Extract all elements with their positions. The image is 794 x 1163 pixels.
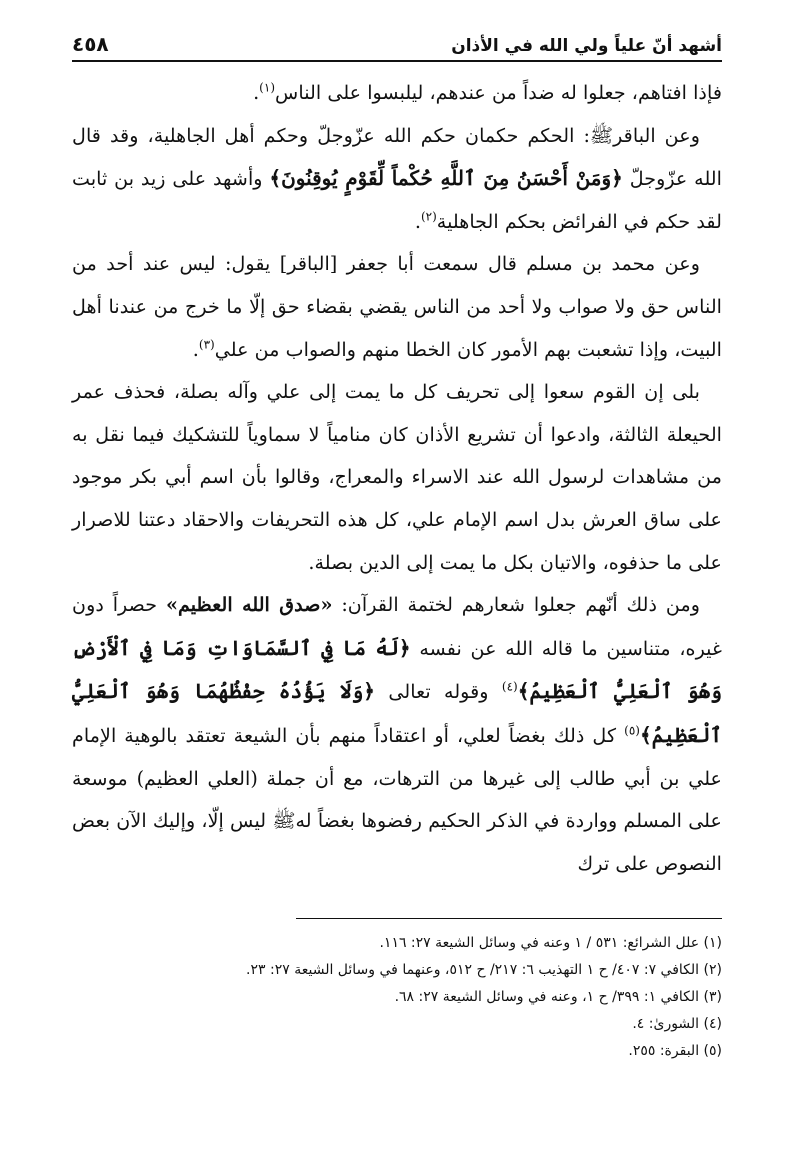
running-title: أشهد أنّ علياً ولي الله في الأذان <box>451 36 722 56</box>
paragraph-4 <box>72 371 722 584</box>
paragraph-end: . <box>192 337 199 361</box>
paragraph-text: حصراً دون غيره، متناسين ما قاله الله عن نفسه <box>72 593 722 660</box>
paragraph-text: وعن الباقرﷺ: الحكم حكمان حكم الله عزّوجلّ وحكم أهل الجاهلية، وقد قال الله عزّوجلّ <box>72 123 722 191</box>
paragraph-text: ومن ذلك أنّهم جعلوا شعارهم لختمة القرآن: <box>341 593 700 617</box>
quran-verse: ﴿وَمَنْ أَحْسَنُ مِنَ ٱللَّهِ حُكْماً لِّقَوْمٍ يُوقِنُونَ﴾ <box>269 166 623 191</box>
page-header <box>72 22 722 62</box>
footnote-ref-5: (٥) <box>624 723 640 738</box>
footnote-ref-1: (١) <box>259 80 275 95</box>
paragraph-text: وعن محمد بن مسلم قال سمعت أبا جعفر [الباقر] يقول: ليس عند أحد من الناس حق ولا صواب ولا أحد من الناس يقضي بقضاء حق إلّا ما خرج من عندنا أهل البيت، وإذا تشعبت بهم الأمور كان الخطا منهم والصواب من علي <box>72 252 722 361</box>
paragraph-3 <box>72 243 722 371</box>
paragraph-text: كل ذلك بغضاً لعلي، أو اعتقاداً منهم بأن الشيعة تعتقد بالوهية الإمام علي بن أبي طالب إلى غيرها من الترهات، مع أن جملة (العلي العظيم) موسعة على المسلم وواردة في الذكر الحكيم رفضوها بغضاً لهﷺ ليس إلّا، وإليك الآن بعض النصوص على ترك <box>72 723 722 875</box>
footnote-separator <box>296 918 722 919</box>
paragraph-5 <box>72 584 722 885</box>
quran-verse: ﴿لَهُ مَا فِي ٱلسَّمَاوَاتِ وَمَا فِي ٱلْأَرْضِ وَهُوَ ٱلْعَلِيُّ ٱلْعَظِيمُ﴾ <box>72 635 722 704</box>
footnote-5: (٥) البقرة: ٢٥٥. <box>628 1043 722 1059</box>
slogan-quote: «صدق الله العظيم» <box>165 593 333 617</box>
footnote-4: (٤) الشورىٰ: ٤. <box>632 1016 722 1032</box>
footnote-ref-4: (٤) <box>501 679 518 694</box>
footnotes <box>72 930 722 1065</box>
page-number: ٤٥٨ <box>72 32 109 56</box>
paragraph-text: فإذا افتاهم، جعلوا له ضداً من عندهم، ليلبسوا على الناس <box>275 81 722 104</box>
paragraph-text: وأشهد على زيد بن ثابت لقد حكم في الفرائض بحكم الجاهلية <box>72 167 722 233</box>
paragraph-text: وقوله تعالى <box>388 680 489 704</box>
footnote-2: (٢) الكافي ٧: ٤٠٧/ ح ١ التهذيب ٦: ٢١٧/ ح ٥١٢، وعنهما في وسائل الشيعة ٢٧: ٢٣. <box>246 962 722 978</box>
footnote-ref-2: (٢) <box>420 209 437 224</box>
paragraph-end: . <box>253 81 260 104</box>
paragraph-1 <box>72 72 722 115</box>
paragraph-text: بلى إن القوم سعوا إلى تحريف كل ما يمت إلى علي وآله بصلة، فحذف عمر الحيعلة الثالثة، وادعوا أن تشريع الأذان كان منامياً لا سماوياً للتشكيك فيما نقل به من مشاهدات لرسول الله عند الاسراء والمعراج، وقالوا بأن اسم أبي بكر موجود على ساق العرش بدل اسم الإمام علي، كل هذه التحريفات والاحقاد دعتنا للاصرار على ما حذفوه، والاتيان بكل ما يمت إلى الدين بصلة. <box>72 380 722 574</box>
footnote-1: (١) علل الشرائع: ٥٣١ / ١ وعنه في وسائل الشيعة ٢٧: ١١٦. <box>379 935 722 951</box>
paragraph-2 <box>72 115 722 244</box>
quran-verse: ﴿وَلَا يَؤُدُهُ حِفْظُهُمَا وَهُوَ ٱلْعَلِيُّ ٱلْعَظِيمُ﴾ <box>72 679 722 747</box>
main-text <box>72 72 722 885</box>
paragraph-end: . <box>414 209 421 233</box>
footnote-3: (٣) الكافي ١: ٣٩٩/ ح ١، وعنه في وسائل الشيعة ٢٧: ٦٨. <box>394 989 722 1005</box>
footnote-ref-3: (٣) <box>198 337 215 352</box>
